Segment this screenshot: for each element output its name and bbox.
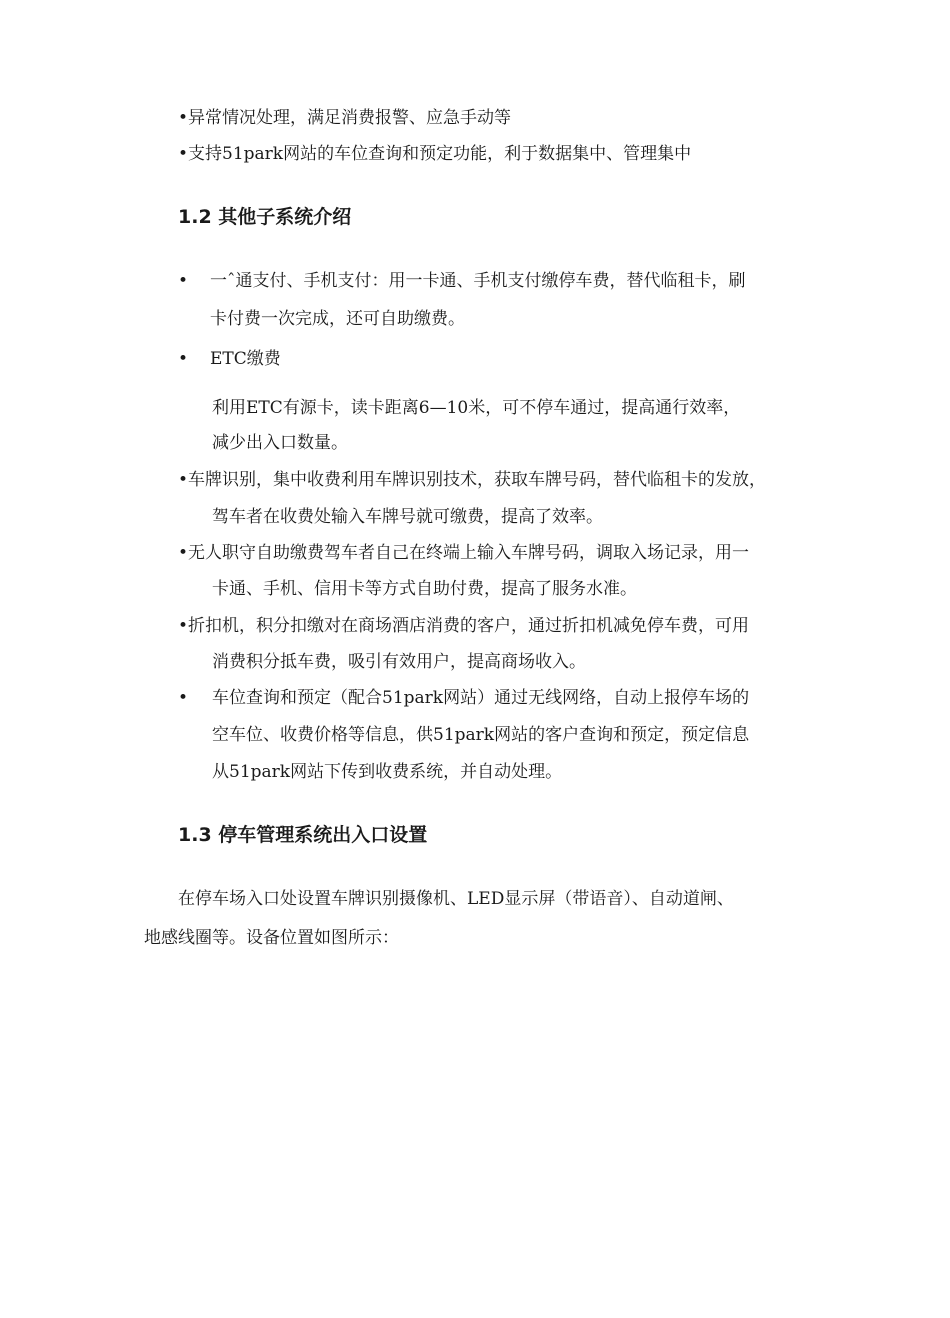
- bullet-marker: •: [178, 271, 189, 291]
- section-heading-1-2: 1.2 其他子系统介绍: [178, 206, 352, 228]
- bullet-marker: •: [178, 688, 189, 708]
- etc-title: ETC缴费: [210, 349, 281, 369]
- discount-line-1: •折扣机，积分扣缴对在商场酒店消费的客户，通过折扣机减免停车费，可用: [178, 616, 750, 636]
- self-service-line-1: •无人职守自助缴费驾车者自己在终端上输入车牌号码，调取入场记录，用一: [178, 543, 750, 563]
- entrance-paragraph-line-1: 在停车场入口处设置车牌识别摄像机、LED显示屏（带语音）、自动道闸、: [178, 889, 734, 909]
- etc-line-2: 减少出入口数量。: [212, 433, 348, 453]
- discount-line-2: 消费积分抵车费，吸引有效用户，提高商场收入。: [212, 652, 586, 672]
- bullet-51park-support: •支持51park网站的车位查询和预定功能，利于数据集中、管理集中: [178, 144, 692, 164]
- self-service-line-2: 卡通、手机、信用卡等方式自助付费，提高了服务水准。: [212, 579, 637, 599]
- reservation-line-3: 从51park网站下传到收费系统，并自动处理。: [212, 762, 563, 782]
- reservation-line-1: 车位查询和预定（配合51park网站）通过无线网络，自动上报停车场的: [212, 688, 750, 708]
- card-payment-line-2: 卡付费一次完成，还可自助缴费。: [210, 309, 465, 329]
- reservation-line-2: 空车位、收费价格等信息，供51park网站的客户查询和预定，预定信息: [212, 725, 750, 745]
- card-payment-line-1: 一ˆ通支付、手机支付：用一卡通、手机支付缴停车费，替代临租卡，刷: [210, 271, 746, 291]
- entrance-paragraph-line-2: 地感线圈等。设备位置如图所示：: [144, 928, 399, 948]
- plate-recognition-line-1: •车牌识别，集中收费利用车牌识别技术，获取车牌号码，替代临租卡的发放，: [178, 470, 767, 490]
- plate-recognition-line-2: 驾车者在收费处输入车牌号就可缴费，提高了效率。: [212, 507, 603, 527]
- section-heading-1-3: 1.3 停车管理系统出入口设置: [178, 824, 428, 846]
- bullet-marker: •: [178, 349, 189, 369]
- etc-line-1: 利用ETC有源卡，读卡距离6—10米，可不停车通过，提高通行效率，: [212, 398, 741, 418]
- bullet-exception-handling: •异常情况处理，满足消费报警、应急手动等: [178, 108, 512, 128]
